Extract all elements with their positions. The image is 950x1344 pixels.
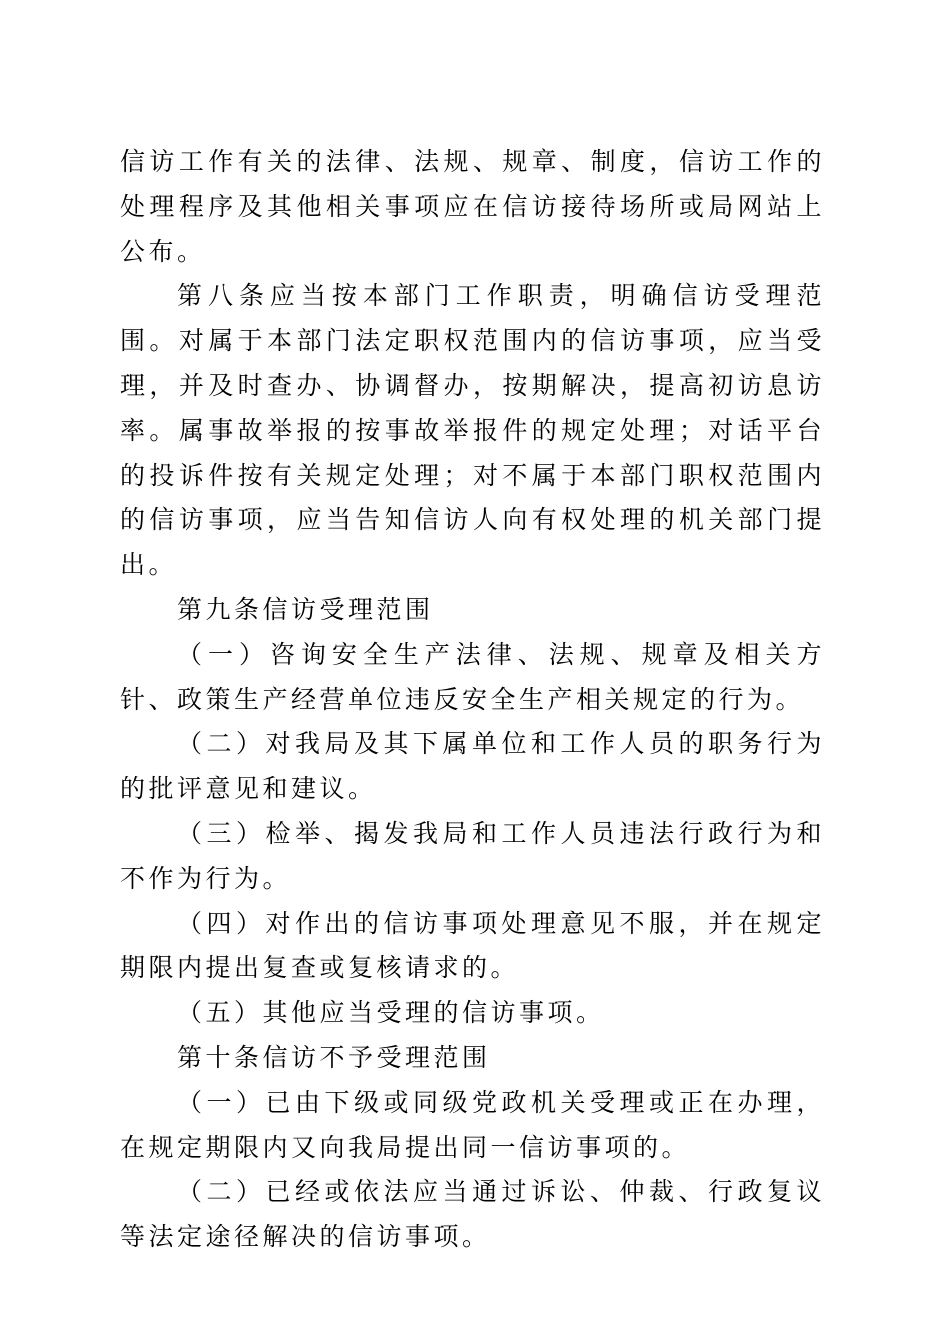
paragraph-article-10-heading: 第十条信访不予受理范围 [177,1042,491,1072]
paragraph-article-9-item-2: （二）对我局及其下属单位和工作人员的职务行为的批评意见和建议。 [120,729,825,804]
paragraph-article-9-item-5: （五）其他应当受理的信访事项。 [177,998,605,1028]
paragraph-article-9-item-3: （三）检举、揭发我局和工作人员违法行政行为和不作为行为。 [120,818,825,893]
document-body [120,140,825,1260]
paragraph-continued-notice: 信访工作有关的法律、法规、规章、制度，信访工作的处理程序及其他相关事项应在信访接待场所或局网站上公布。 [120,147,825,266]
paragraph-article-10-item-1: （一）已由下级或同级党政机关受理或正在办理，在规定期限内又向我局提出同一信访事项的。 [120,1087,825,1162]
paragraph-article-9-item-1: （一）咨询安全生产法律、法规、规章及相关方针、政策生产经营单位违反安全生产相关规定的行为。 [120,639,825,714]
paragraph-article-8: 第八条应当按本部门工作职责，明确信访受理范围。对属于本部门法定职权范围内的信访事项，应当受理，并及时查办、协调督办，按期解决，提高初访息访率。属事故举报的按事故举报件的规定处理；对话平台的投诉件按有关规定处理；对不属于本部门职权范围内的信访事项，应当告知信访人向有权处理的机关部门提出。 [120,281,825,580]
paragraph-article-10-item-2: （二）已经或依法应当通过诉讼、仲裁、行政复议等法定途径解决的信访事项。 [120,1177,825,1252]
paragraph-article-9-item-4: （四）对作出的信访事项处理意见不服，并在规定期限内提出复查或复核请求的。 [120,908,825,983]
paragraph-article-9-heading: 第九条信访受理范围 [177,594,434,624]
